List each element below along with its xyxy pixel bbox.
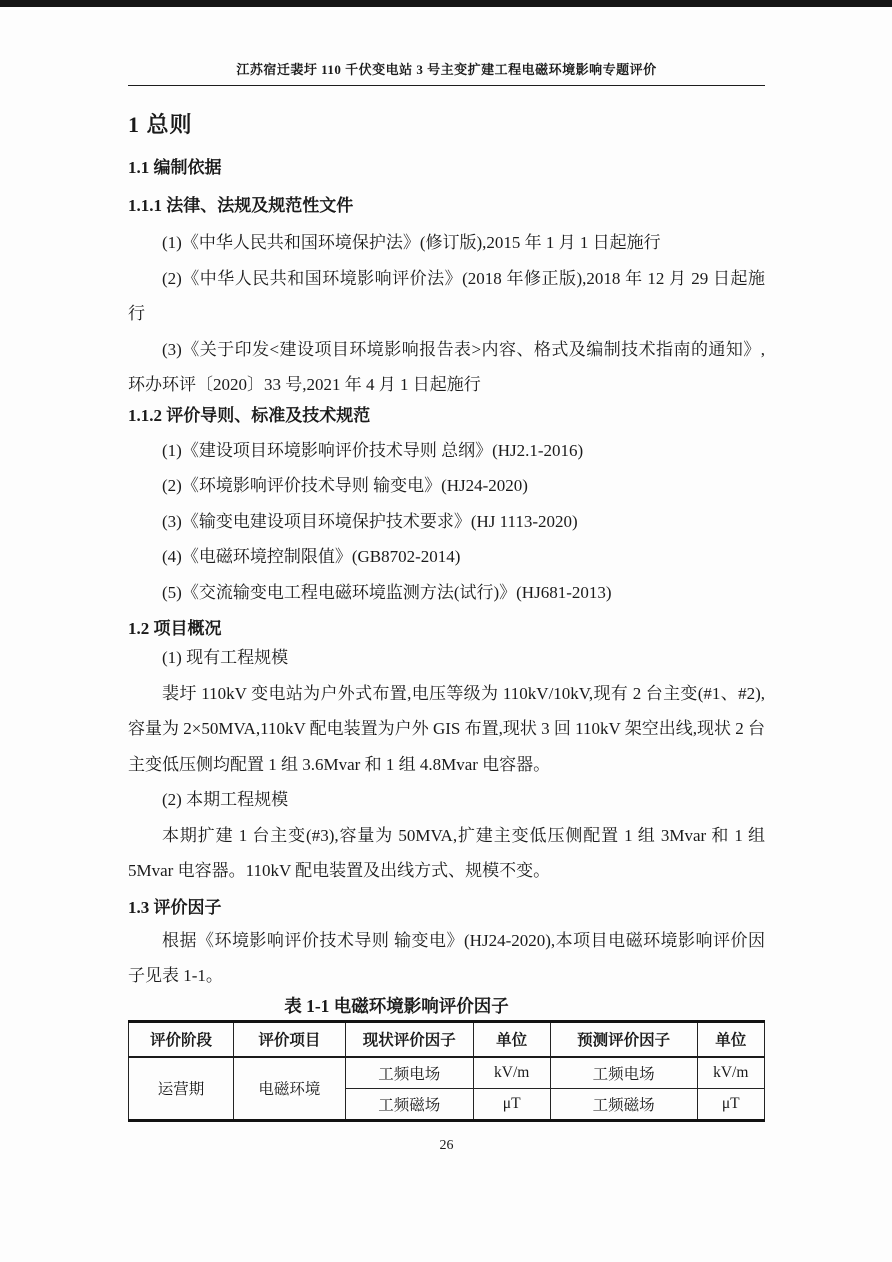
cell-unit: μT — [473, 1088, 550, 1120]
standard-item: (2)《环境影响评价技术导则 输变电》(HJ24-2020) — [162, 476, 528, 495]
existing-scale-paragraph: 裴圩 110kV 变电站为户外式布置,电压等级为 110kV/10kV,现有 2 台主变(#1、#2),容量为 2×50MVA,110kV 配电装置为户外 GIS 布置,现状 3 回 110kV 架空出线,现状 2 台主变低压侧均配置 1 组 3.6Mvar 和 1 组 4.8Mvar 电容器。 — [128, 683, 765, 774]
col-header-current-factor: 现状评价因子 — [345, 1021, 473, 1057]
page-number: 26 — [439, 1137, 454, 1153]
col-header-unit-1: 单位 — [473, 1021, 550, 1057]
section-1-2-heading: 1.2 项目概况 — [128, 619, 222, 638]
subsection-label: (1) 现有工程规模 — [162, 648, 289, 667]
document-page — [0, 59, 892, 1154]
standard-item: (3)《输变电建设项目环境保护技术要求》(HJ 1113-2020) — [162, 511, 578, 531]
standard-item: (5)《交流输变电工程电磁环境监测方法(试行)》(HJ681-2013) — [162, 582, 612, 602]
col-header-unit-2: 单位 — [697, 1021, 764, 1057]
cell-predicted-factor: 工频磁场 — [550, 1088, 697, 1120]
subsection-label: (2) 本期工程规模 — [162, 790, 289, 809]
cell-current-factor: 工频磁场 — [345, 1088, 473, 1120]
cell-predicted-factor: 工频电场 — [550, 1057, 697, 1089]
section-1-2-body — [128, 640, 765, 889]
section-1-3-heading: 1.3 评价因子 — [128, 897, 222, 917]
cell-current-factor: 工频电场 — [345, 1057, 473, 1089]
cell-unit: kV/m — [473, 1057, 550, 1089]
current-phase-paragraph: 本期扩建 1 台主变(#3),容量为 50MVA,扩建主变低压侧配置 1 组 3Mvar 和 1 组 5Mvar 电容器。110kV 配电装置及出线方式、规模不变。 — [128, 825, 765, 880]
col-header-predicted-factor: 预测评价因子 — [550, 1021, 697, 1057]
regulation-item: (2)《中华人民共和国环境影响评价法》(2018 年修正版),2018 年 12 月 29 日起施行 — [128, 268, 765, 323]
section-1-1-2-list — [128, 433, 765, 611]
standard-item: (1)《建设项目环境影响评价技术导则 总纲》(HJ2.1-2016) — [162, 440, 584, 460]
cell-stage: 运营期 — [129, 1057, 234, 1121]
running-header: 江苏宿迁裴圩 110 千伏变电站 3 号主变扩建工程电磁环境影响专题评价 — [128, 59, 765, 86]
section-1-1-2-heading: 1.1.2 评价导则、标准及技术规范 — [128, 405, 371, 425]
regulation-item: (3)《关于印发<建设项目环境影响报告表>内容、格式及编制技术指南的通知》,环办环评〔2020〕33 号,2021 年 4 月 1 日起施行 — [128, 339, 765, 394]
cell-unit: kV/m — [697, 1057, 764, 1089]
table-row — [129, 1057, 765, 1089]
section-1-3-body — [128, 923, 765, 994]
chapter-heading: 1 总则 — [128, 112, 193, 137]
table-header-row — [129, 1021, 765, 1057]
scan-edge-bar — [0, 0, 892, 7]
col-header-stage: 评价阶段 — [129, 1021, 234, 1057]
evaluation-factors-paragraph: 根据《环境影响评价技术导则 输变电》(HJ24-2020),本项目电磁环境影响评价因子见表 1-1。 — [128, 930, 765, 985]
col-header-project: 评价项目 — [233, 1021, 345, 1057]
factors-table — [128, 1020, 765, 1122]
standard-item: (4)《电磁环境控制限值》(GB8702-2014) — [162, 547, 461, 566]
cell-unit: μT — [697, 1088, 764, 1120]
section-1-1-1-heading: 1.1.1 法律、法规及规范性文件 — [128, 196, 354, 215]
section-1-1-1-list — [128, 225, 765, 403]
table-caption: 表 1-1 电磁环境影响评价因子 — [284, 995, 509, 1016]
regulation-item: (1)《中华人民共和国环境保护法》(修订版),2015 年 1 月 1 日起施行 — [162, 233, 661, 252]
cell-project: 电磁环境 — [233, 1057, 345, 1121]
section-1-1-heading: 1.1 编制依据 — [128, 158, 222, 177]
